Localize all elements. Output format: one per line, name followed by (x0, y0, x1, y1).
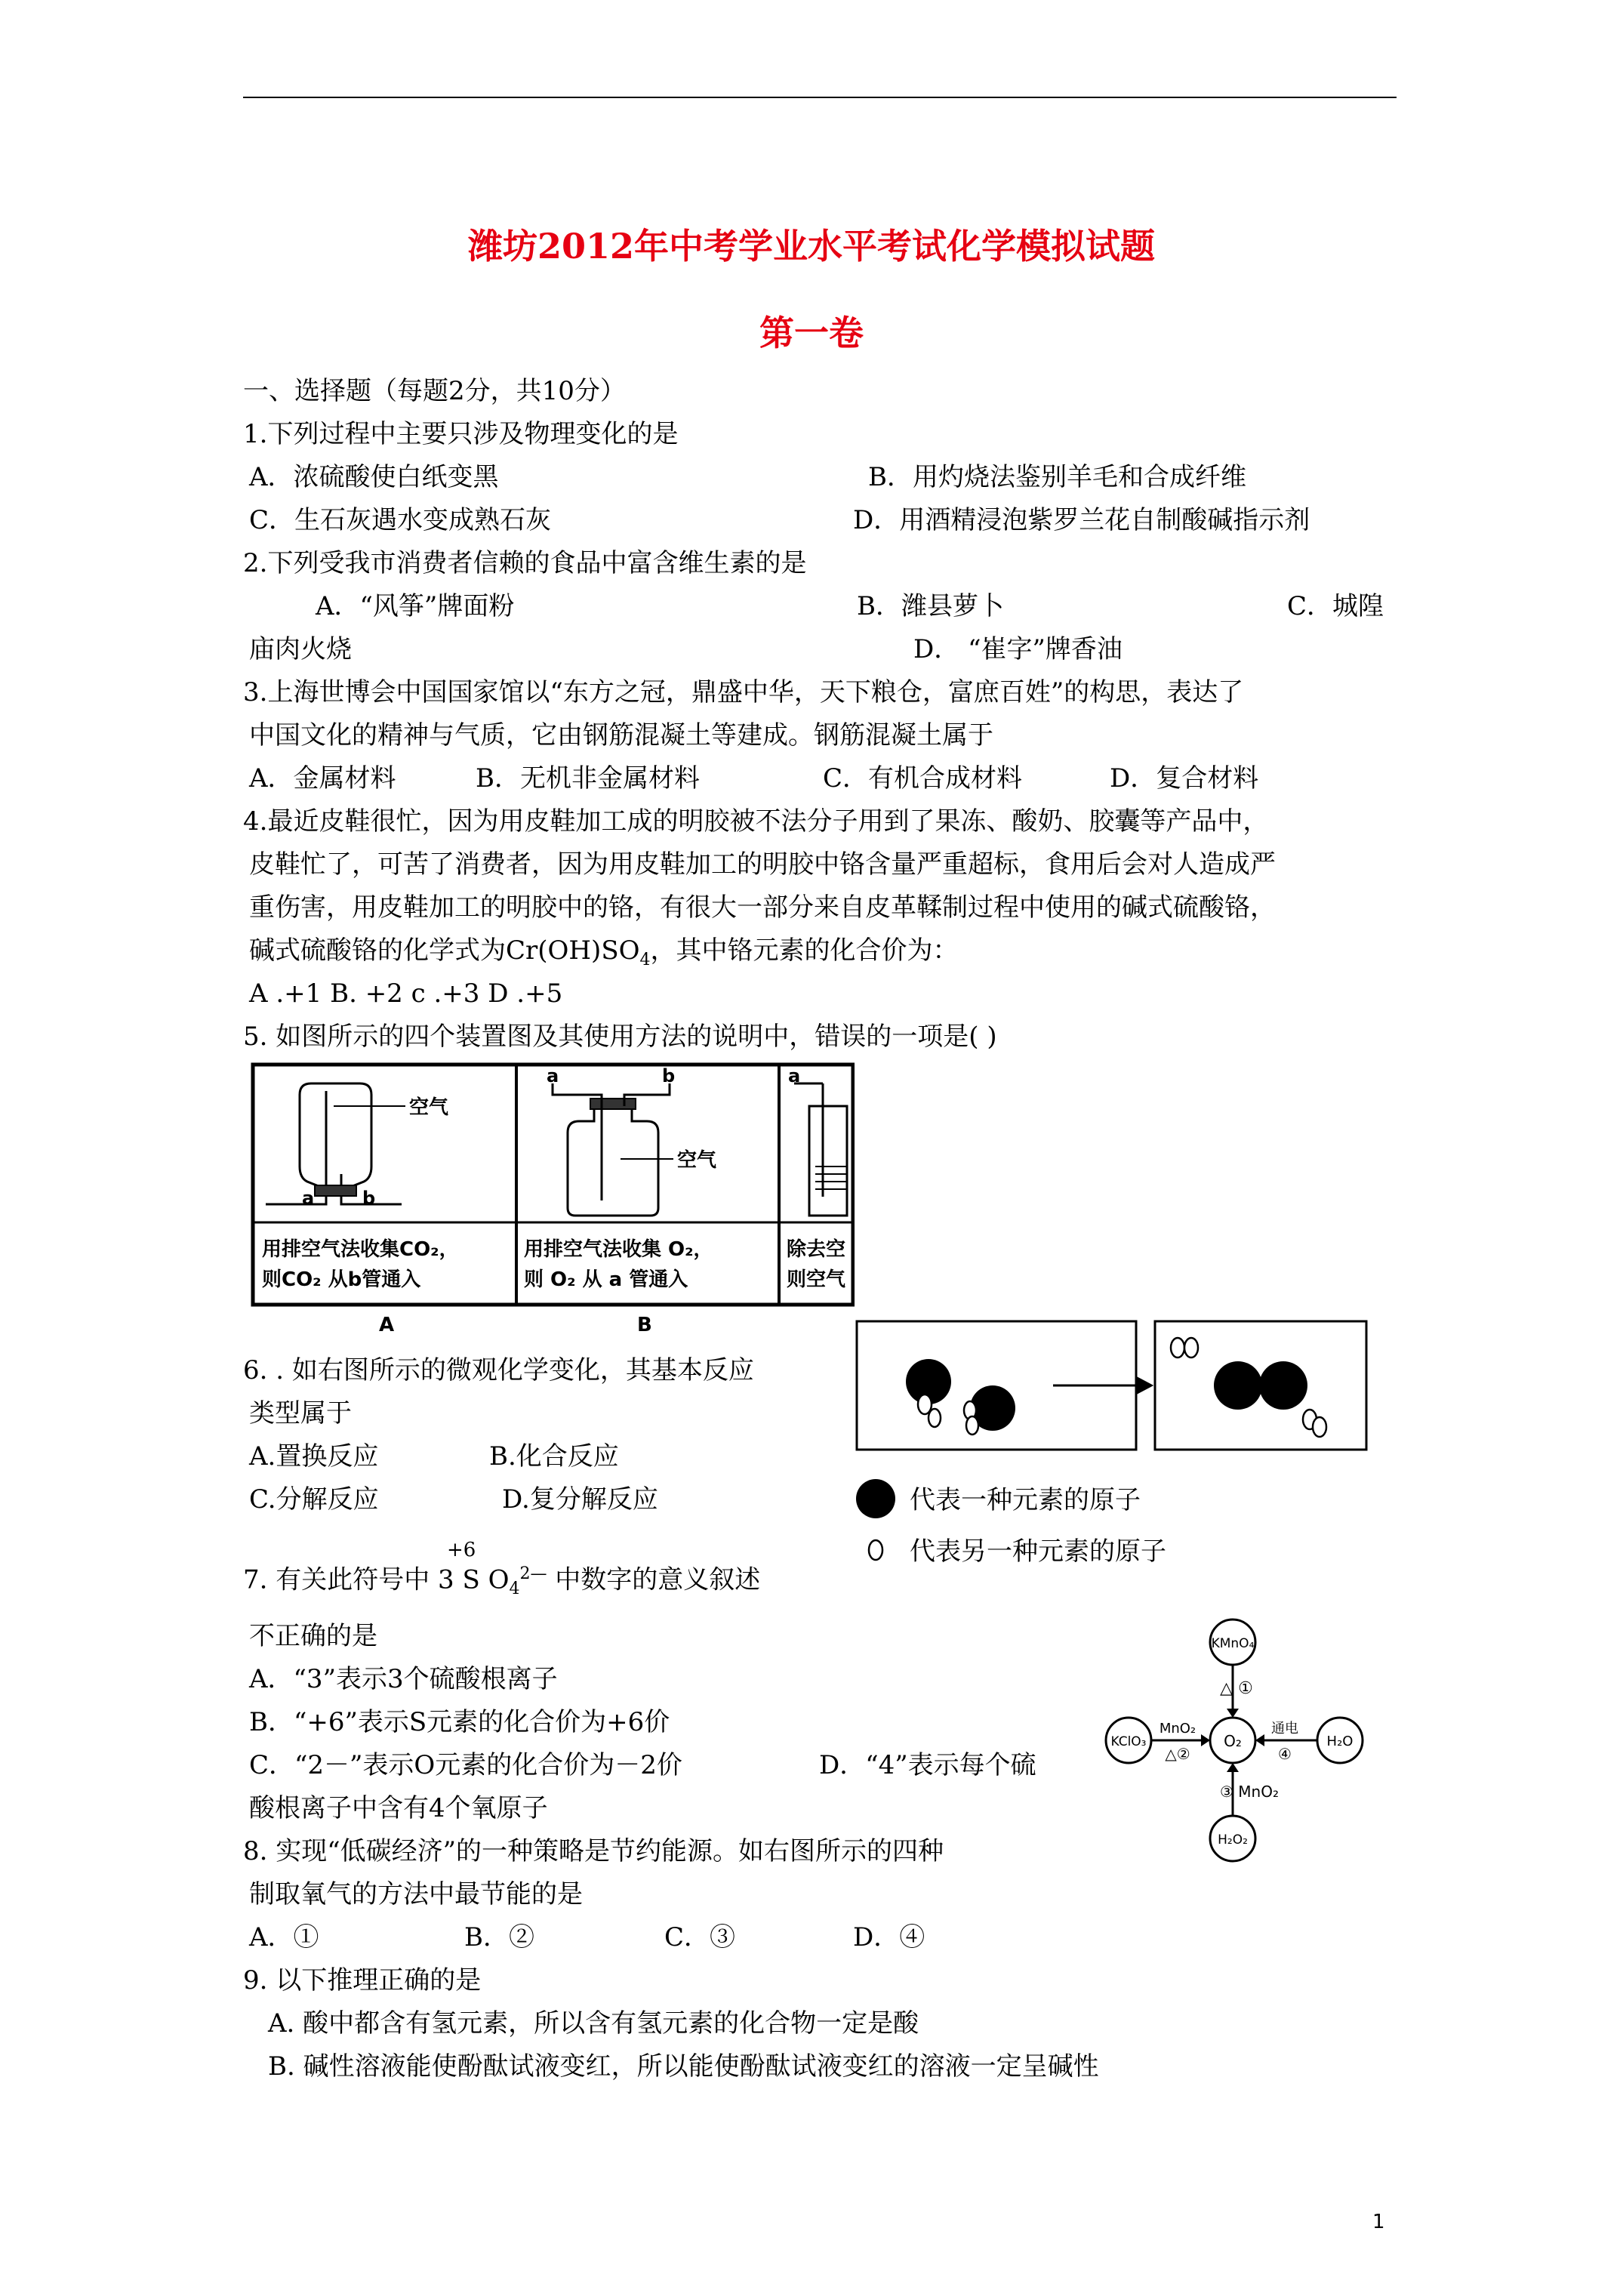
q5-a-caption-2: 则CO₂ 从b管通入 (262, 1268, 421, 1291)
q7-valence-mark: +6 (447, 1539, 476, 1561)
q8-node-h2o2: H₂O₂ (1218, 1832, 1248, 1848)
q7-option-b: B．“+6”表示S元素的化合价为+6价 (249, 1707, 670, 1737)
q7-symbol-sup: 2— (519, 1564, 547, 1583)
q9-option-a: A. 酸中都含有氢元素，所以含有氢元素的化合物一定是酸 (268, 2008, 919, 2039)
q5-b-air-label: 空气 (677, 1149, 717, 1172)
q7-symbol-text: 7. 有关此符号中 3 S O (243, 1564, 510, 1595)
q8-option-c: C．③ (664, 1922, 736, 1952)
q8-oxygen-methods-figure (1095, 1612, 1381, 1880)
q6-line2: 类型属于 (249, 1398, 352, 1428)
q6-option-c: C.分解反应 (249, 1484, 379, 1515)
volume-title: 第一卷 (759, 313, 864, 353)
q7-line1-tail: 中数字的意义叙述 (547, 1564, 761, 1595)
section-heading: 一、选择题（每题2分，共10分） (243, 376, 626, 406)
q8-route-2-catalyst: MnO₂ (1159, 1721, 1196, 1737)
q5-b-label: B (637, 1314, 652, 1336)
q8-option-a: A．① (249, 1922, 319, 1952)
q8-node-o2: O₂ (1224, 1732, 1242, 1750)
q8-line1: 8. 实现“低碳经济”的一种策略是节约能源。如右图所示的四种 (243, 1836, 944, 1866)
q7-line1 (243, 1559, 760, 1604)
q3-option-d: D．复合材料 (1110, 763, 1259, 794)
q5-b-caption-1: 用排空气法收集 O₂， (524, 1238, 713, 1261)
q2-option-a: A．“风筝”牌面粉 (316, 591, 515, 621)
q8-option-d: D．④ (853, 1922, 925, 1952)
q5-c-caption-1: 除去空 (787, 1238, 846, 1261)
q3-option-a: A．金属材料 (249, 763, 396, 794)
q5-b-tube-a: a (547, 1065, 559, 1086)
q2-option-c-cont: 庙肉火烧 (249, 634, 352, 664)
q4-formula-text: 碱式硫酸铬的化学式为Cr(OH)SO (249, 935, 640, 966)
q6-legend-black-atom: 代表一种元素的原子 (910, 1485, 1141, 1515)
q2-option-d: D． “崔字”牌香油 (913, 634, 1123, 664)
q5-a-label: A (379, 1314, 395, 1336)
q8-node-kmno4: KMnO₄ (1211, 1636, 1255, 1651)
page-title: 潍坊2012年中考学业水平考试化学模拟试题 (467, 226, 1156, 267)
q3-option-b: B．无机非金属材料 (476, 763, 700, 794)
q7-option-a: A．“3”表示3个硫酸根离子 (249, 1664, 558, 1694)
q8-node-h2o: H₂O (1326, 1734, 1354, 1749)
q5-c-caption-2: 则空气 (787, 1268, 846, 1291)
q6-legend-white-atom: 代表另一种元素的原子 (910, 1536, 1166, 1567)
q7-line2: 不正确的是 (249, 1621, 377, 1651)
q8-route-2: △② (1165, 1745, 1190, 1763)
q5-b-caption-2: 则 O₂ 从 a 管通入 (524, 1268, 688, 1291)
q6-option-d: D.复分解反应 (502, 1484, 658, 1515)
q6-option-b: B.化合反应 (489, 1441, 619, 1472)
q5-stem: 5. 如图所示的四个装置图及其使用方法的说明中，错误的一项是( ) (243, 1022, 997, 1052)
q1-option-a: A．浓硫酸使白纸变黑 (249, 462, 499, 492)
q7-option-d: D．“4”表示每个硫 (819, 1750, 1036, 1780)
q4-line1: 4.最近皮鞋很忙，因为用皮鞋加工成的明胶被不法分子用到了果冻、酸奶、胶囊等产品中， (243, 806, 1269, 837)
q8-route-3: ③ MnO₂ (1220, 1783, 1279, 1801)
q1-stem: 1.下列过程中主要只涉及物理变化的是 (243, 419, 679, 449)
q2-option-c: C．城隍 (1287, 591, 1384, 621)
q4-line2: 皮鞋忙了，可苦了消费者，因为用皮鞋加工的明胶中铬含量严重超标，食用后会对人造成严 (249, 849, 1276, 880)
q5-a-tube-a: a (302, 1188, 315, 1209)
q7-option-c: C．“2－”表示O元素的化合价为－2价 (249, 1750, 682, 1780)
q8-node-kclo3: KClO₃ (1110, 1734, 1147, 1749)
q8-route-4-electrolysis: 通电 (1271, 1721, 1298, 1737)
q1-option-b: B．用灼烧法鉴别羊毛和合成纤维 (868, 462, 1246, 492)
q4-line4-tail: ，其中铬元素的化合价为： (650, 935, 959, 966)
q9-option-b: B. 碱性溶液能使酚酞试液变红，所以能使酚酞试液变红的溶液一定呈碱性 (268, 2051, 1099, 2082)
q5-apparatus-figure (251, 1061, 855, 1340)
q4-line3: 重伤害，用皮鞋加工的明胶中的铬，有很大一部分来自皮革鞣制过程中使用的碱式硫酸铬， (249, 892, 1276, 923)
header-rule (243, 97, 1397, 98)
q3-line1: 3.上海世博会中国国家馆以“东方之冠，鼎盛中华，天下粮仓，富庶百姓”的构思，表达了 (243, 677, 1244, 707)
q3-line2: 中国文化的精神与气质，它由钢筋混凝土等建成。钢筋混凝土属于 (249, 720, 993, 750)
q3-option-c: C．有机合成材料 (823, 763, 1023, 794)
q5-a-tube-b: b (362, 1188, 376, 1209)
q5-c-tube-a: a (788, 1065, 801, 1086)
q4-formula-sub: 4 (639, 950, 651, 969)
q1-option-c: C．生石灰遇水变成熟石灰 (249, 505, 552, 535)
q7-symbol-sub: 4 (509, 1579, 520, 1599)
q9-stem: 9. 以下推理正确的是 (243, 1965, 482, 1996)
q6-micro-reaction-figure (853, 1314, 1374, 1578)
q5-a-air-label: 空气 (409, 1096, 449, 1119)
q8-line2: 制取氧气的方法中最节能的是 (249, 1879, 583, 1909)
q2-option-b: B．潍县萝卜 (857, 591, 1004, 621)
q2-stem: 2.下列受我市消费者信赖的食品中富含维生素的是 (243, 548, 807, 578)
page-number: 1 (1372, 2211, 1385, 2233)
q8-route-1: △ ① (1220, 1679, 1253, 1698)
q6-option-a: A.置换反应 (249, 1441, 379, 1472)
q5-b-tube-b: b (662, 1065, 676, 1086)
q5-a-caption-1: 用排空气法收集CO₂， (262, 1238, 459, 1261)
q8-option-b: B．② (464, 1922, 534, 1952)
q8-route-4: ④ (1278, 1745, 1292, 1763)
q1-option-d: D．用酒精浸泡紫罗兰花自制酸碱指示剂 (853, 505, 1310, 535)
q4-options: A .+1 B. +2 c .+3 D .+5 (249, 978, 563, 1009)
q7-option-d-cont: 酸根离子中含有4个氧原子 (249, 1793, 548, 1823)
q4-line4 (249, 935, 959, 975)
q6-line1: 6. . 如右图所示的微观化学变化，其基本反应 (243, 1355, 754, 1385)
